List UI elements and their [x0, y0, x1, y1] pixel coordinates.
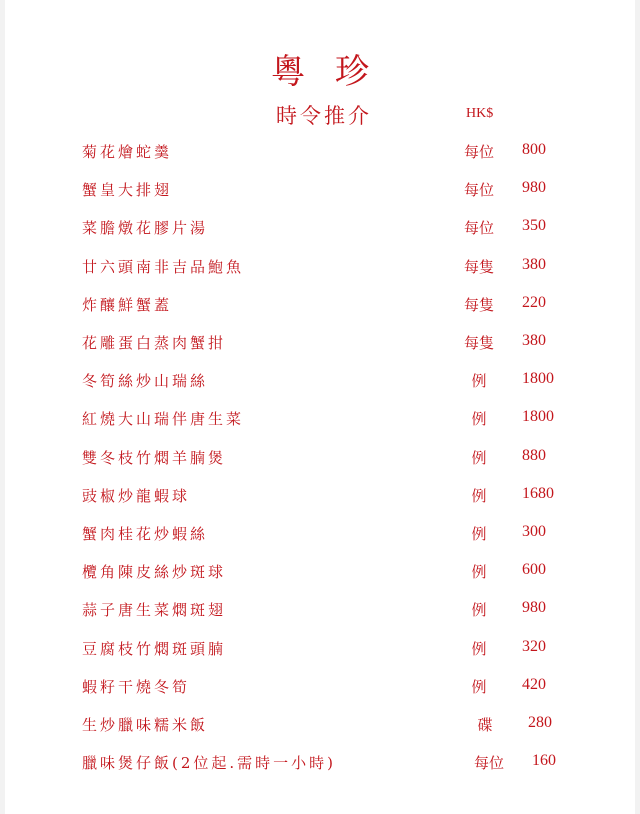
menu-item	[0, 561, 640, 585]
menu-item	[0, 714, 640, 738]
item-price: 320	[522, 637, 546, 655]
item-price: 300	[522, 523, 546, 540]
menu-item	[0, 485, 640, 509]
item-name: 冬筍絲炒山瑞絲	[82, 372, 209, 391]
item-name: 雙冬枝竹燜羊腩煲	[82, 448, 227, 467]
item-unit: 每隻	[463, 295, 494, 314]
item-name: 生炒臘味糯米飯	[82, 716, 209, 734]
item-name: 蝦籽干燒冬筍	[82, 677, 191, 696]
menu-item	[0, 599, 640, 623]
menu-item	[0, 676, 640, 700]
item-name: 菜膽燉花膠片湯	[82, 219, 209, 238]
item-unit: 每位	[463, 219, 494, 238]
item-name: 炸釀鮮蟹蓋	[82, 295, 173, 314]
item-price: 800	[522, 141, 546, 158]
item-price: 160	[532, 752, 556, 770]
item-name: 蟹肉桂花炒蝦絲	[82, 525, 209, 543]
restaurant-title: 粵珍	[271, 52, 399, 92]
item-price: 380	[522, 255, 546, 273]
item-name: 廿六頭南非吉品鮑魚	[82, 257, 245, 276]
item-name: 菊花燴蛇羹	[82, 143, 173, 161]
item-name: 欖角陳皮絲炒斑球	[82, 563, 227, 582]
item-unit: 例	[471, 525, 487, 543]
menu-item	[0, 370, 640, 394]
menu-item	[0, 294, 640, 318]
item-unit: 每隻	[463, 334, 494, 352]
menu-item	[0, 141, 640, 165]
menu-item	[0, 638, 640, 662]
menu-item	[0, 179, 640, 203]
item-name: 豆腐枝竹燜斑頭腩	[82, 639, 227, 658]
item-unit: 例	[471, 448, 487, 467]
menu-item	[0, 332, 640, 356]
item-unit: 每位	[473, 754, 504, 773]
item-price: 280	[528, 714, 552, 731]
item-unit: 每位	[463, 181, 494, 200]
item-unit: 碟	[477, 716, 493, 734]
item-name: 蒜子唐生菜燜斑翅	[82, 601, 227, 620]
item-unit: 例	[471, 677, 487, 696]
item-name: 臘味煲仔飯(2位起.需時一小時)	[82, 754, 337, 773]
item-price: 1800	[522, 408, 554, 426]
item-name: 豉椒炒龍蝦球	[82, 486, 191, 505]
item-unit: 例	[471, 563, 487, 582]
item-price: 980	[522, 179, 546, 197]
item-unit: 每隻	[463, 257, 494, 276]
menu-item	[0, 256, 640, 280]
menu-item	[0, 217, 640, 241]
menu-item	[0, 752, 640, 776]
item-price: 350	[522, 217, 546, 235]
item-name: 蟹皇大排翅	[82, 181, 173, 200]
item-price: 380	[522, 332, 546, 349]
item-name: 花雕蛋白蒸肉蟹拑	[82, 334, 227, 352]
item-name: 紅燒大山瑞伴唐生菜	[82, 410, 245, 429]
item-price: 220	[522, 293, 546, 311]
currency-label: HK$	[466, 106, 494, 121]
section-subtitle: 時令推介	[276, 104, 372, 128]
item-unit: 例	[471, 410, 487, 429]
menu-item	[0, 408, 640, 432]
item-unit: 每位	[463, 143, 494, 161]
item-price: 1800	[522, 370, 554, 388]
item-unit: 例	[471, 601, 487, 620]
item-unit: 例	[471, 372, 487, 391]
item-price: 1680	[522, 484, 554, 502]
menu-item	[0, 523, 640, 547]
item-price: 980	[522, 599, 546, 617]
item-unit: 例	[471, 639, 487, 658]
item-unit: 例	[471, 486, 487, 505]
item-price: 600	[522, 561, 546, 579]
item-price: 880	[522, 446, 546, 464]
menu-item	[0, 447, 640, 471]
item-price: 420	[522, 675, 546, 693]
